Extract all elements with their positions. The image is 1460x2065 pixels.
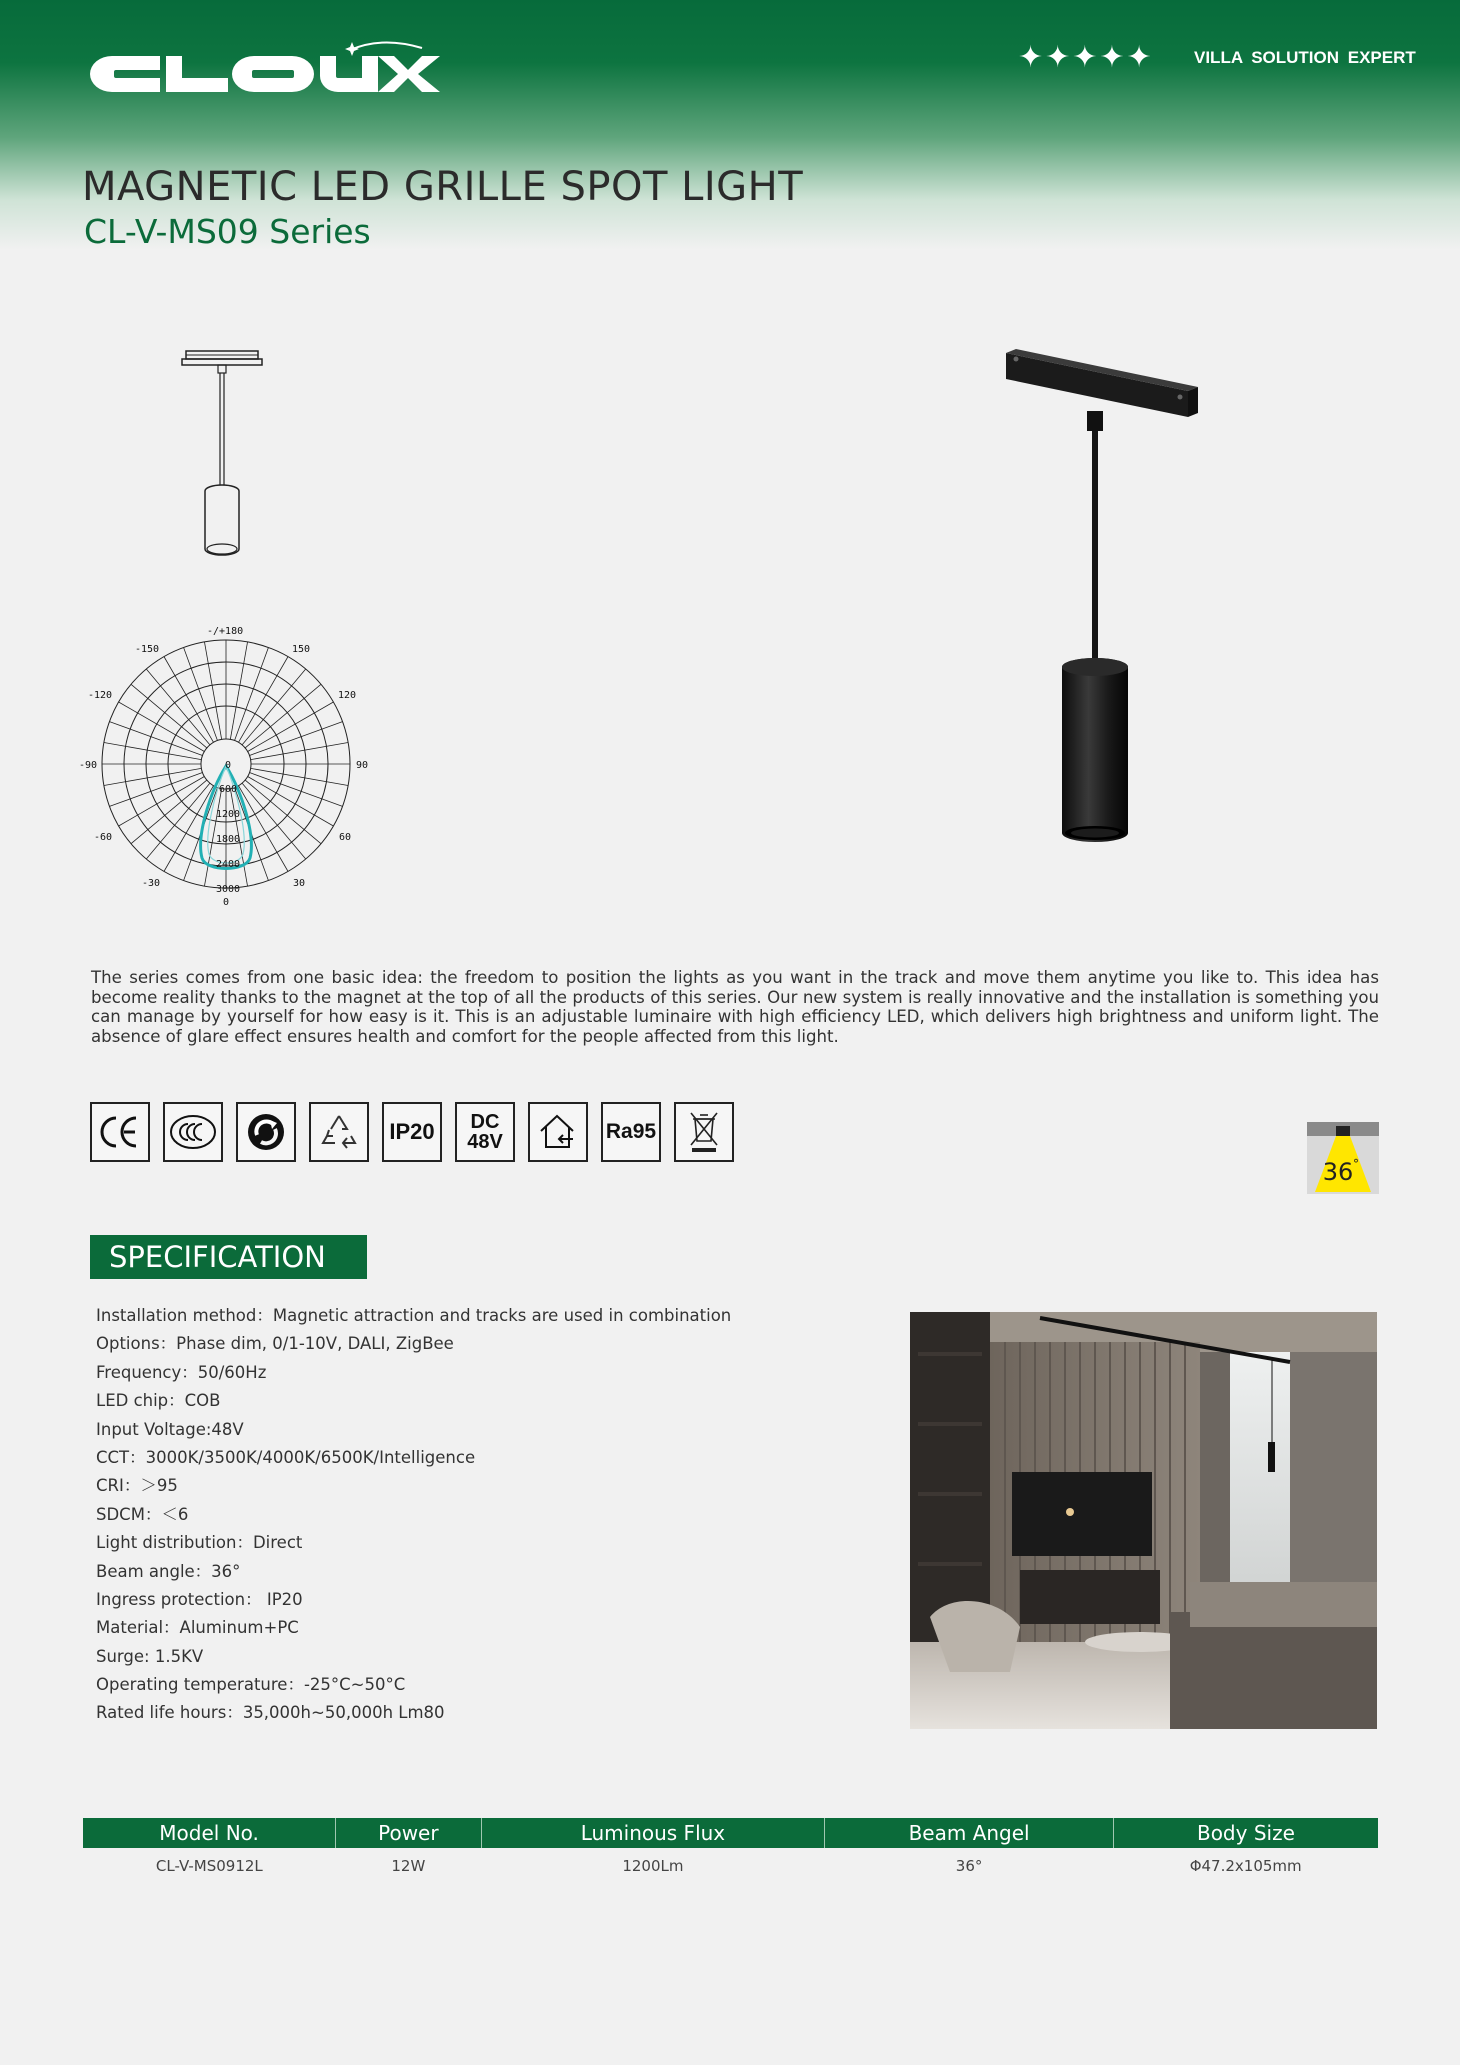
polar-spoke	[251, 742, 348, 759]
specification-heading: SPECIFICATION	[90, 1235, 367, 1279]
certification-icons	[90, 1102, 734, 1162]
spec-ingress-protection: Ingress protection： IP20	[96, 1589, 303, 1609]
spec-light-distribution: Light distribution：Direct	[96, 1533, 303, 1553]
col-luminous-flux: Luminous Flux	[481, 1818, 825, 1848]
spec-beam-angle: Beam angle：36°	[96, 1561, 241, 1581]
dc-label: DC	[470, 1111, 500, 1133]
polar-label-neg150: -150	[135, 644, 160, 655]
polar-label-180: -/+180	[207, 626, 244, 637]
col-body-size: Body Size	[1113, 1818, 1378, 1848]
polar-spoke	[249, 773, 342, 807]
model-table	[83, 1818, 1378, 1884]
polar-spoke	[109, 722, 202, 756]
spec-led-chip: LED chip：COB	[96, 1391, 221, 1411]
spec-rated-life: Rated life hours：35,000h~50,000h Lm80	[96, 1703, 445, 1723]
spec-surge: Surge: 1.5KV	[96, 1646, 204, 1666]
col-beam-angel: Beam Angel	[825, 1818, 1114, 1848]
polar-radial-2400: 2400	[215, 859, 241, 870]
polar-spoke	[235, 647, 269, 740]
polar-label-neg120: -120	[88, 690, 113, 701]
ip20-badge: IP20	[382, 1102, 442, 1162]
table-header-row	[83, 1818, 1378, 1848]
rating-stars: ✦✦✦✦✦	[1018, 40, 1154, 75]
48v-label: 48V	[467, 1131, 503, 1153]
beam-angle-unit: °	[1353, 1157, 1359, 1171]
spec-frequency: Frequency：50/60Hz	[96, 1362, 267, 1382]
specification-list	[96, 1302, 731, 1728]
polar-label-30: 30	[293, 878, 306, 889]
spec-operating-temperature: Operating temperature：-25°C~50°C	[96, 1675, 406, 1695]
product-photo	[990, 345, 1200, 845]
polar-radial-3000: 3000	[215, 884, 241, 895]
spec-cri: CRI：＞95	[96, 1476, 178, 1496]
product-series: CL-V-MS09 Series	[84, 212, 371, 251]
recycle-arrow-icon	[236, 1102, 296, 1162]
polar-radial-600: 600	[218, 784, 238, 795]
ccc-mark-icon	[163, 1102, 223, 1162]
spec-sdcm: SDCM：＜6	[96, 1504, 189, 1524]
dimension-line-drawing	[180, 345, 270, 565]
spec-options: Options：Phase dim, 0/1-10V, DALI, ZigBee	[96, 1334, 454, 1354]
polar-label-60: 60	[339, 832, 352, 843]
product-description: The series comes from one basic idea: the freedom to position the lights as you want in the track and move them anytime you like to. This idea has become reality thanks to the magnet at the top of all the products of this series. Our new system is really innovative and the installation is something you can manage by yourself for how easy is it. This is an adjustable luminaire with high efficiency LED, which delivers high brightness and uniform light. The absence of glare effect ensures health and comfort for the people affected from this light.	[91, 968, 1379, 1046]
table-row	[83, 1848, 1378, 1884]
beam-angle-badge	[1307, 1122, 1379, 1194]
product-title: MAGNETIC LED GRILLE SPOT LIGHT	[82, 164, 804, 210]
dc48v-badge	[455, 1102, 515, 1162]
ce-mark-icon	[90, 1102, 150, 1162]
polar-label-neg30: -30	[142, 878, 161, 889]
polar-spoke	[249, 722, 342, 756]
cell-luminous-flux: 1200Lm	[622, 1857, 684, 1875]
spec-cct: CCT：3000K/3500K/4000K/6500K/Intelligence	[96, 1447, 476, 1467]
col-power: Power	[336, 1818, 481, 1848]
spec-installation-method: Installation method：Magnetic attraction and tracks are used in combination	[96, 1306, 732, 1325]
cell-model-no: CL-V-MS0912L	[155, 1857, 263, 1875]
light-distribution-polar-chart	[76, 620, 376, 910]
living-room-photo	[910, 1312, 1377, 1729]
cloux-logo	[82, 38, 442, 102]
polar-radial-1200: 1200	[215, 809, 241, 820]
spec-input-voltage: Input Voltage:48V	[96, 1419, 244, 1439]
polar-label-90: 90	[356, 760, 369, 771]
polar-radial-1800: 1800	[215, 834, 241, 845]
cell-power: 12W	[391, 1857, 426, 1875]
polar-spoke	[184, 647, 218, 740]
polar-spoke	[109, 773, 202, 807]
brand-tagline: VILLA SOLUTION EXPERT	[1194, 48, 1416, 67]
polar-label-150: 150	[292, 644, 311, 655]
polar-spoke	[230, 642, 247, 739]
polar-spoke	[104, 768, 201, 785]
recycling-symbol-icon	[309, 1102, 369, 1162]
cell-beam-angel: 36°	[955, 1857, 983, 1875]
polar-spoke	[104, 742, 201, 759]
beam-angle-value: 36	[1322, 1158, 1354, 1186]
ra95-badge: Ra95	[601, 1102, 661, 1162]
polar-label-neg60: -60	[94, 832, 113, 843]
polar-spoke	[251, 768, 348, 785]
polar-label-neg90: -90	[79, 760, 98, 771]
polar-label-0: 0	[223, 897, 230, 908]
spec-material: Material：Aluminum+PC	[96, 1618, 299, 1638]
polar-spoke	[204, 642, 221, 739]
cell-body-size: Φ47.2x105mm	[1189, 1857, 1302, 1875]
col-model-no: Model No.	[83, 1818, 336, 1848]
weee-bin-icon	[674, 1102, 734, 1162]
indoor-use-icon	[528, 1102, 588, 1162]
polar-label-120: 120	[338, 690, 357, 701]
polar-radial-0: 0	[224, 760, 232, 771]
